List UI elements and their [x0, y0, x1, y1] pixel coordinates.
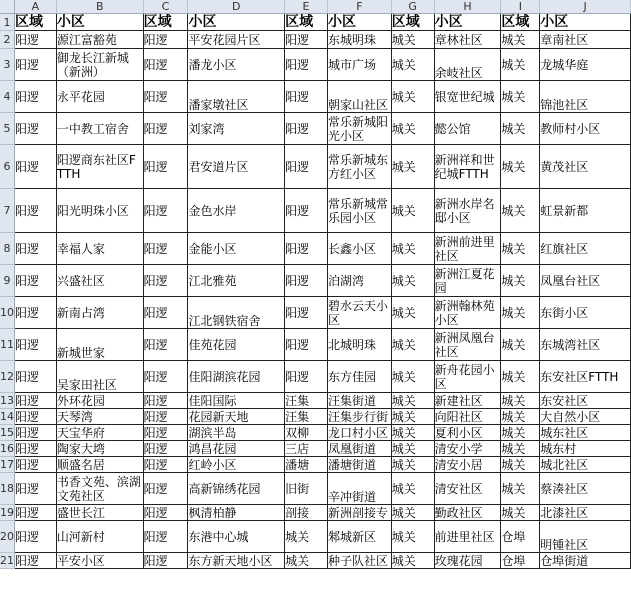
row-header[interactable]: 15: [0, 426, 14, 439]
table-cell[interactable]: 泊湖湾: [327, 265, 391, 297]
column-header-d[interactable]: D: [188, 0, 285, 14]
table-row: [0, 521, 631, 553]
table-cell[interactable]: 花园新天地: [188, 409, 285, 425]
table-cell[interactable]: 城关: [501, 329, 540, 361]
table-cell[interactable]: 城关: [391, 409, 434, 425]
table-cell[interactable]: 城东村: [540, 441, 631, 457]
table-cell[interactable]: 阳逻: [285, 189, 328, 233]
table-row: [0, 81, 631, 113]
row-header[interactable]: 3: [0, 49, 15, 81]
table-cell[interactable]: 汪集: [285, 393, 328, 409]
table-cell[interactable]: 勤政社区: [434, 505, 501, 521]
table-cell[interactable]: 前进里社区: [434, 521, 501, 553]
table-cell[interactable]: 阳逻: [285, 81, 328, 113]
table-cell[interactable]: 大自然小区: [540, 409, 631, 425]
table-cell[interactable]: 朝家山社区: [327, 81, 391, 113]
table-cell[interactable]: 阳逻: [143, 521, 188, 553]
table-cell[interactable]: 长鑫小区: [327, 233, 391, 265]
row-header[interactable]: 20: [0, 521, 15, 553]
table-cell[interactable]: 潘塘: [285, 457, 328, 473]
table-cell[interactable]: 银宽世纪城: [434, 81, 501, 113]
column-header-g[interactable]: G: [391, 0, 434, 14]
table-cell[interactable]: 城关: [285, 521, 328, 553]
table-cell[interactable]: 一中教工宿舍: [56, 113, 143, 145]
table-cell[interactable]: 东城湾社区: [540, 329, 631, 361]
row-header[interactable]: 4: [0, 81, 15, 113]
row-header[interactable]: 7: [0, 189, 15, 233]
table-cell[interactable]: 余岐社区: [434, 49, 501, 81]
row-header[interactable]: 19: [0, 506, 14, 519]
table-cell[interactable]: 阳逻: [143, 233, 188, 265]
table-cell[interactable]: 金能小区: [188, 233, 285, 265]
table-cell[interactable]: 潘塘街道: [327, 457, 391, 473]
table-cell[interactable]: 城市广场: [327, 49, 391, 81]
table-cell[interactable]: 阳逻: [143, 49, 188, 81]
table-cell[interactable]: 黄茂社区: [540, 145, 631, 189]
table-cell[interactable]: 阳逻: [143, 473, 188, 505]
table-row: [0, 457, 631, 473]
table-cell[interactable]: 城关: [501, 145, 540, 189]
table-cell[interactable]: 新洲前进里社区: [434, 233, 501, 265]
table-cell[interactable]: 新城世家: [56, 329, 143, 361]
table-cell[interactable]: 阳逻: [15, 425, 57, 441]
table-cell[interactable]: 城东社区: [540, 425, 631, 441]
table-cell[interactable]: 新洲翰林苑小区: [434, 297, 501, 329]
table-cell[interactable]: 新洲祥和世纪城FTTH: [434, 145, 501, 189]
table-cell[interactable]: 阳逻: [285, 113, 328, 145]
table-cell[interactable]: 虹景新都: [540, 189, 631, 233]
table-cell[interactable]: 江北钢铁宿舍: [188, 297, 285, 329]
table-cell[interactable]: 辛冲街道: [327, 473, 391, 505]
table-cell[interactable]: 邾城新区: [327, 521, 391, 553]
table-cell[interactable]: 城关: [391, 553, 434, 569]
table-cell[interactable]: 天宝华府: [56, 425, 143, 441]
table-cell[interactable]: 红岭小区: [188, 457, 285, 473]
table-cell[interactable]: 城关: [391, 113, 434, 145]
column-header-e[interactable]: E: [285, 0, 328, 14]
table-cell[interactable]: 吴家田社区: [56, 361, 143, 393]
header-data-row: [0, 14, 631, 31]
table-row: [0, 113, 631, 145]
column-header-row: [0, 0, 631, 14]
table-cell[interactable]: 阳逻: [143, 409, 188, 425]
table-cell[interactable]: 陶家大塆: [56, 441, 143, 457]
table-cell[interactable]: 城关: [285, 553, 328, 569]
table-cell[interactable]: 阳逻: [15, 145, 57, 189]
table-cell[interactable]: 仓埠街道: [540, 553, 631, 569]
table-cell[interactable]: 阳逻: [15, 505, 57, 521]
table-cell[interactable]: 阳逻: [15, 473, 57, 505]
column-title-cell[interactable]: 小区: [327, 14, 391, 31]
table-cell[interactable]: 东街小区: [540, 297, 631, 329]
table-cell[interactable]: 君安道片区: [188, 145, 285, 189]
table-cell[interactable]: 城关: [391, 425, 434, 441]
select-all-corner[interactable]: [0, 0, 15, 14]
row-header[interactable]: 6: [0, 145, 15, 189]
table-cell[interactable]: 阳逻: [15, 113, 57, 145]
table-cell[interactable]: 阳逻: [15, 265, 57, 297]
table-cell[interactable]: 城关: [501, 393, 540, 409]
table-cell[interactable]: 夏利小区: [434, 425, 501, 441]
table-cell[interactable]: 阳逻: [15, 521, 57, 553]
table-cell[interactable]: 新南占湾: [56, 297, 143, 329]
row-header[interactable]: 2: [0, 31, 15, 49]
column-title-cell[interactable]: 小区: [434, 14, 501, 31]
table-row: [0, 265, 631, 297]
table-cell[interactable]: 阳光明珠小区: [56, 189, 143, 233]
table-row: [0, 297, 631, 329]
column-title-cell[interactable]: 小区: [56, 14, 143, 31]
table-row: [0, 189, 631, 233]
table-cell[interactable]: 山河新村: [56, 521, 143, 553]
table-cell[interactable]: 北漆社区: [540, 505, 631, 521]
table-cell[interactable]: 御龙长江新城（新洲）: [56, 49, 143, 81]
table-cell[interactable]: 城关: [501, 425, 540, 441]
table-cell[interactable]: 城关: [501, 265, 540, 297]
column-title-cell[interactable]: 区域: [143, 14, 188, 31]
table-cell[interactable]: 种子队社区: [327, 553, 391, 569]
table-cell[interactable]: 城关: [501, 409, 540, 425]
column-header-f[interactable]: F: [327, 0, 391, 14]
table-cell[interactable]: 阳逻: [15, 393, 57, 409]
table-cell[interactable]: 玫瑰花园: [434, 553, 501, 569]
table-cell[interactable]: 阳逻: [143, 425, 188, 441]
table-row: [0, 49, 631, 81]
table-cell[interactable]: 阳逻: [143, 81, 188, 113]
table-cell[interactable]: 仓埠: [501, 553, 540, 569]
column-header-j[interactable]: J: [540, 0, 631, 14]
row-header[interactable]: 5: [0, 113, 15, 145]
table-cell[interactable]: 潘家墩社区: [188, 81, 285, 113]
table-cell[interactable]: 城关: [501, 189, 540, 233]
table-cell[interactable]: 常乐新城常乐园小区: [327, 189, 391, 233]
table-cell[interactable]: 阳逻: [15, 297, 57, 329]
table-cell[interactable]: 阳逻: [285, 297, 328, 329]
table-cell[interactable]: 城关: [391, 233, 434, 265]
table-cell[interactable]: 城关: [391, 457, 434, 473]
table-cell[interactable]: 东方佳园: [327, 361, 391, 393]
table-cell[interactable]: 城关: [391, 145, 434, 189]
table-cell[interactable]: 阳逻: [285, 145, 328, 189]
table-cell[interactable]: 阳逻: [143, 393, 188, 409]
column-header-h[interactable]: H: [434, 0, 501, 14]
table-cell[interactable]: 教师村小区: [540, 113, 631, 145]
table-cell[interactable]: 江北雅苑: [188, 265, 285, 297]
table-cell[interactable]: 城关: [391, 265, 434, 297]
table-cell[interactable]: 阳逻: [143, 329, 188, 361]
table-cell[interactable]: 金色水岸: [188, 189, 285, 233]
table-cell[interactable]: 阳逻: [15, 361, 57, 393]
table-cell[interactable]: 龙城华庭: [540, 49, 631, 81]
column-header-b[interactable]: B: [56, 0, 143, 14]
table-cell[interactable]: 城关: [391, 521, 434, 553]
row-header[interactable]: 12: [0, 361, 15, 393]
table-cell[interactable]: 阳逻: [143, 113, 188, 145]
row-header[interactable]: 16: [0, 442, 14, 455]
table-cell[interactable]: 阳逻: [15, 553, 57, 569]
table-cell[interactable]: 城关: [391, 441, 434, 457]
column-title-cell[interactable]: 区域: [285, 14, 328, 31]
table-cell[interactable]: 锦池社区: [540, 81, 631, 113]
table-row: [0, 329, 631, 361]
table-cell[interactable]: 城关: [501, 297, 540, 329]
row-header[interactable]: 18: [0, 473, 15, 505]
table-cell[interactable]: 城关: [501, 31, 540, 49]
table-cell[interactable]: 龙口村小区: [327, 425, 391, 441]
table-cell[interactable]: 凤凰街道: [327, 441, 391, 457]
table-cell[interactable]: 阳逻: [15, 49, 57, 81]
table-cell[interactable]: 佳阳国际: [188, 393, 285, 409]
table-cell[interactable]: 东安社区FTTH: [540, 361, 631, 393]
table-cell[interactable]: 城关: [501, 505, 540, 521]
table-cell[interactable]: 新洲凤凰台社区: [434, 329, 501, 361]
table-cell[interactable]: 城关: [501, 361, 540, 393]
table-cell[interactable]: 新舟花园小区: [434, 361, 501, 393]
table-cell[interactable]: 新建社区: [434, 393, 501, 409]
table-cell[interactable]: 常乐新城阳光小区: [327, 113, 391, 145]
table-cell[interactable]: 佳阳湖滨花园: [188, 361, 285, 393]
table-cell[interactable]: 源江富豁苑: [56, 31, 143, 49]
column-title-cell[interactable]: 区域: [501, 14, 540, 31]
table-cell[interactable]: 清安小学: [434, 441, 501, 457]
table-cell[interactable]: 阳逻: [143, 31, 188, 49]
table-row: [0, 505, 631, 521]
table-cell[interactable]: 旧街: [285, 473, 328, 505]
table-cell[interactable]: 城关: [391, 505, 434, 521]
table-cell[interactable]: 东安社区: [540, 393, 631, 409]
table-cell[interactable]: 城关: [391, 49, 434, 81]
table-cell[interactable]: 城关: [501, 233, 540, 265]
table-cell[interactable]: 阳逻: [143, 361, 188, 393]
table-row: [0, 553, 631, 569]
table-cell[interactable]: 兴盛社区: [56, 265, 143, 297]
table-cell[interactable]: 阳逻: [143, 553, 188, 569]
table-cell[interactable]: 城关: [391, 31, 434, 49]
table-cell[interactable]: 潘龙小区: [188, 49, 285, 81]
table-row: [0, 361, 631, 393]
table-cell[interactable]: 城关: [501, 113, 540, 145]
table-cell[interactable]: 剖接: [285, 505, 328, 521]
row-header[interactable]: 13: [0, 394, 14, 407]
table-cell[interactable]: 清安社区: [434, 473, 501, 505]
table-cell[interactable]: 城北社区: [540, 457, 631, 473]
table-cell[interactable]: 阳逻: [285, 49, 328, 81]
table-row: [0, 393, 631, 409]
table-cell[interactable]: 城关: [391, 329, 434, 361]
table-cell[interactable]: 阳逻: [15, 441, 57, 457]
table-row: [0, 233, 631, 265]
table-cell[interactable]: 三店: [285, 441, 328, 457]
column-title-cell[interactable]: 小区: [188, 14, 285, 31]
table-cell[interactable]: 明锺社区: [540, 521, 631, 553]
table-cell[interactable]: 刘家湾: [188, 113, 285, 145]
table-cell[interactable]: 阳逻: [285, 31, 328, 49]
row-header[interactable]: 11: [0, 329, 15, 361]
table-cell[interactable]: 盛世长江: [56, 505, 143, 521]
table-row: [0, 473, 631, 505]
table-cell[interactable]: 阳逻: [15, 189, 57, 233]
table-cell[interactable]: 枫清柏静: [188, 505, 285, 521]
table-cell[interactable]: 北城明珠: [327, 329, 391, 361]
table-cell[interactable]: 阳逻: [143, 505, 188, 521]
table-cell[interactable]: 书香文苑、滨湖文苑社区: [56, 473, 143, 505]
table-cell[interactable]: 天琴湾: [56, 409, 143, 425]
table-cell[interactable]: 阳逻: [15, 31, 57, 49]
table-cell[interactable]: 阳逻: [285, 233, 328, 265]
table-cell[interactable]: 仓埠: [501, 521, 540, 553]
table-cell[interactable]: 新洲水岸名邸小区: [434, 189, 501, 233]
table-cell[interactable]: 湖滨半岛: [188, 425, 285, 441]
table-cell[interactable]: 新洲江夏花园: [434, 265, 501, 297]
table-cell[interactable]: 幸福人家: [56, 233, 143, 265]
table-cell[interactable]: 阳逻: [15, 457, 57, 473]
column-header-c[interactable]: C: [143, 0, 188, 14]
table-cell[interactable]: 鸿昌花园: [188, 441, 285, 457]
table-cell[interactable]: 阳逻: [285, 329, 328, 361]
table-row: [0, 425, 631, 441]
row-header[interactable]: 14: [0, 410, 14, 423]
table-cell[interactable]: 双柳: [285, 425, 328, 441]
table-cell[interactable]: 阳逻: [143, 189, 188, 233]
table-cell[interactable]: 城关: [501, 49, 540, 81]
table-cell[interactable]: 永平花园: [56, 81, 143, 113]
table-row: [0, 145, 631, 189]
table-cell[interactable]: 懿公馆: [434, 113, 501, 145]
table-cell[interactable]: 城关: [391, 297, 434, 329]
table-cell[interactable]: 东方新天地小区: [188, 553, 285, 569]
table-cell[interactable]: 城关: [501, 473, 540, 505]
table-cell[interactable]: 阳逻商东社区FTTH: [56, 145, 143, 189]
table-cell[interactable]: 汪集步行街: [327, 409, 391, 425]
table-cell[interactable]: 外环花园: [56, 393, 143, 409]
table-cell[interactable]: 城关: [391, 361, 434, 393]
table-cell[interactable]: 佳苑花园: [188, 329, 285, 361]
table-cell[interactable]: 汪集街道: [327, 393, 391, 409]
table-cell[interactable]: 城关: [501, 457, 540, 473]
table-cell[interactable]: 红旗社区: [540, 233, 631, 265]
row-header[interactable]: 8: [0, 233, 15, 265]
table-cell[interactable]: 新洲剖接专: [327, 505, 391, 521]
column-title-cell[interactable]: 区域: [15, 14, 57, 31]
row-header[interactable]: 10: [0, 297, 15, 329]
table-cell[interactable]: 东港中心城: [188, 521, 285, 553]
table-row: [0, 409, 631, 425]
table-cell[interactable]: 阳逻: [15, 329, 57, 361]
table-cell[interactable]: 阳逻: [143, 297, 188, 329]
table-row: [0, 441, 631, 457]
table-cell[interactable]: 高新锦绣花园: [188, 473, 285, 505]
table-cell[interactable]: 碧水云天小区: [327, 297, 391, 329]
table-row: [0, 31, 631, 49]
column-header-a[interactable]: A: [15, 0, 57, 14]
row-header[interactable]: 17: [0, 458, 14, 471]
table-cell[interactable]: 城关: [501, 441, 540, 457]
row-header[interactable]: 1: [0, 14, 15, 31]
table-cell[interactable]: 阳逻: [143, 265, 188, 297]
table-cell[interactable]: 阳逻: [143, 441, 188, 457]
table-cell[interactable]: 蔡湊社区: [540, 473, 631, 505]
table-cell[interactable]: 阳逻: [15, 81, 57, 113]
table-cell[interactable]: 顺盛名居: [56, 457, 143, 473]
table-cell[interactable]: 章南社区: [540, 31, 631, 49]
table-cell[interactable]: 常乐新城东方红小区: [327, 145, 391, 189]
row-header[interactable]: 9: [0, 265, 15, 297]
table-cell[interactable]: 阳逻: [15, 409, 57, 425]
table-cell[interactable]: 城关: [391, 189, 434, 233]
table-cell[interactable]: 向阳社区: [434, 409, 501, 425]
column-header-i[interactable]: I: [501, 0, 540, 14]
table-cell[interactable]: 阳逻: [15, 233, 57, 265]
table-cell[interactable]: 阳逻: [143, 145, 188, 189]
table-cell[interactable]: 平安小区: [56, 553, 143, 569]
table-cell[interactable]: 东城明珠: [327, 31, 391, 49]
table-cell[interactable]: 城关: [391, 393, 434, 409]
column-title-cell[interactable]: 小区: [540, 14, 631, 31]
table-cell[interactable]: 章林社区: [434, 31, 501, 49]
table-cell[interactable]: 阳逻: [285, 265, 328, 297]
table-cell[interactable]: 城关: [391, 473, 434, 505]
table-cell[interactable]: 清安小居: [434, 457, 501, 473]
column-title-cell[interactable]: 区域: [391, 14, 434, 31]
table-cell[interactable]: 凤凰台社区: [540, 265, 631, 297]
table-cell[interactable]: 阳逻: [285, 361, 328, 393]
table-cell[interactable]: 阳逻: [143, 457, 188, 473]
table-cell[interactable]: 城关: [391, 81, 434, 113]
table-cell[interactable]: 城关: [501, 81, 540, 113]
row-header[interactable]: 21: [0, 554, 14, 567]
table-cell[interactable]: 汪集: [285, 409, 328, 425]
table-cell[interactable]: 平安花园片区: [188, 31, 285, 49]
